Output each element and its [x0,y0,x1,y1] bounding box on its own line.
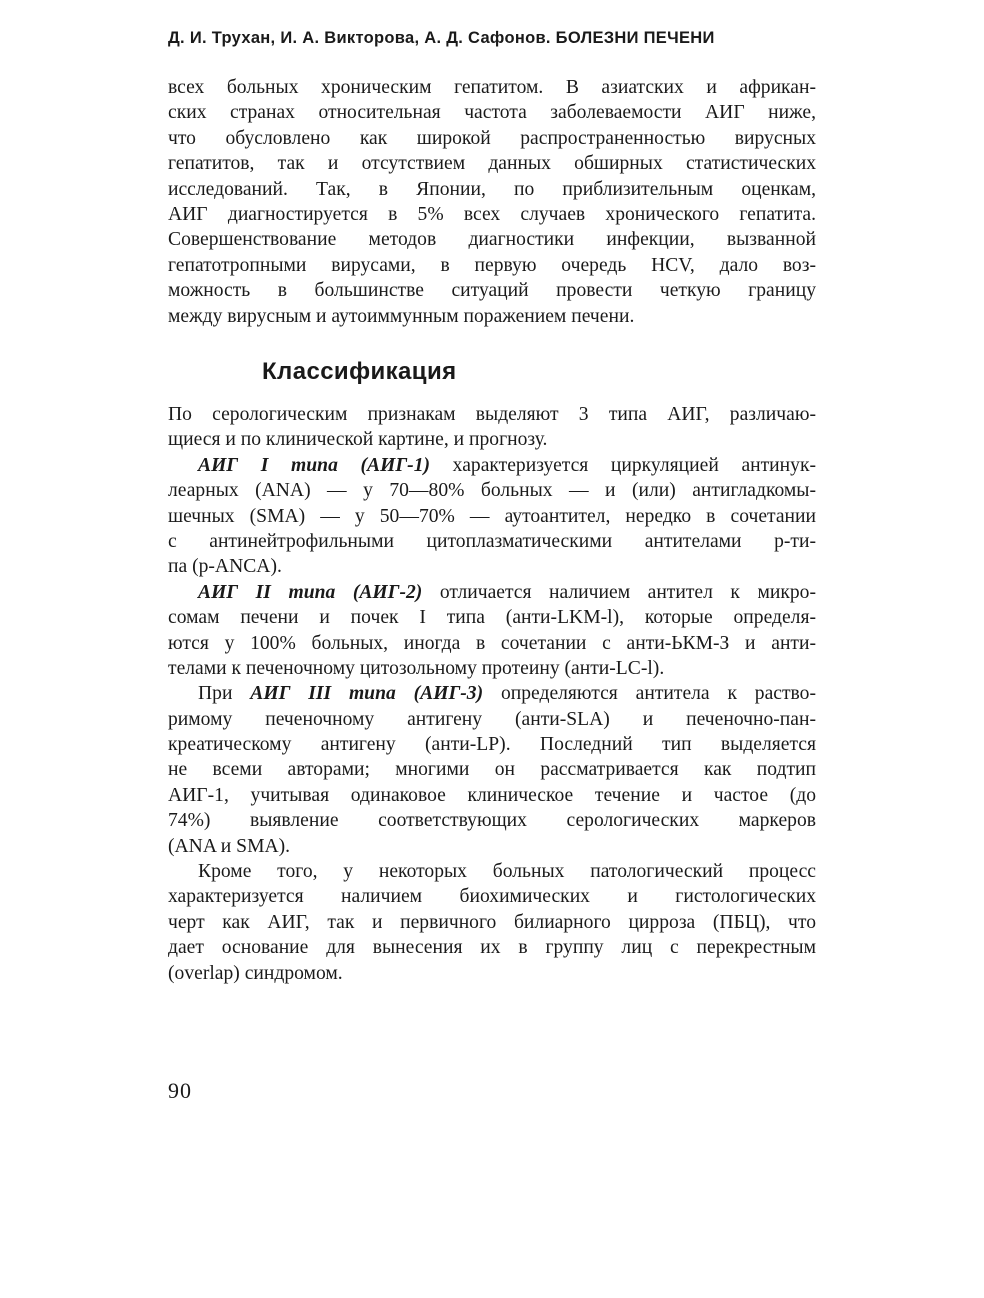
text-line: всех больных хроническим гепатитом. В азиатских и африкан- [168,77,816,98]
term-aig-2: АИГ II типа (АИГ-2) [198,581,423,603]
term-aig-3: АИГ III типа (АИГ-3) [250,683,484,705]
text-line: (ANA и SMA). [168,835,291,857]
text-line: характеризуется наличием биохимических и гистологических [168,886,816,908]
text-line: не всеми авторами; многими он рассматривается как подтип [168,759,816,781]
text-line: гепатитов, так и отсутствием данных обширных статистических [168,153,816,175]
text-line: щиеся и по клинической картине, и прогнозу. [168,429,548,451]
text-line: па (p-ANCA). [168,556,282,578]
text-line: с антинейтрофильными цитоплазматическими антителами р-ти- [168,530,816,552]
text-line: ских странах относительная частота заболеваемости АИГ ниже, [168,102,816,124]
text-line [168,453,816,478]
text-line: Совершенствование методов диагностики инфекции, вызванной [168,229,816,251]
text-fragment: При [198,683,251,705]
text-line: 74%) выявление соответствующих серологических маркеров [168,810,816,832]
text-line: телами к печеночному цитозольному протеину (анти-LC-l). [168,657,665,679]
text-line: можность в большинстве ситуаций провести четкую границу [168,280,816,302]
text-line: гепатотропными вирусами, в первую очередь HCV, дало воз- [168,254,816,276]
section-body [168,402,816,986]
text-line: шечных (SMA) — у 50—70% — аутоантител, нередко в сочетании [168,505,816,527]
text-line: дает основание для вынесения их в группу лиц с перекрестным [168,937,816,959]
text-line: АИГ-1, учитывая одинаковое клиническое течение и частое (до [168,784,816,806]
section-title: Классификация [262,358,457,385]
intro-paragraph [168,75,816,329]
term-aig-1: АИГ I типа (АИГ-1) [198,454,431,476]
text-line: сомам печени и почек I типа (анти-LKM-l), которые определя- [168,607,816,629]
text-fragment: определяются антитела к раство- [483,683,816,705]
text-fragment: характеризуется циркуляцией антинук- [430,454,816,476]
page-number: 90 [168,1078,192,1103]
running-header: Д. И. Трухан, И. А. Викторова, А. Д. Сафонов. БОЛЕЗНИ ПЕЧЕНИ [168,29,715,47]
text-line: леарных (ANA) — у 70—80% больных — и (или) антигладкомы- [168,480,816,502]
text-line: римому печеночному антигену (анти-SLA) и печеночно-пан- [168,708,816,730]
text-line [168,681,816,706]
text-line: между вирусным и аутоиммунным поражением печени. [168,305,635,327]
text-line: черт как АИГ, так и первичного билиарного цирроза (ПБЦ), что [168,911,816,933]
text-line: По серологическим признакам выделяют 3 типа АИГ, различаю- [168,404,816,425]
text-line [168,580,816,605]
text-fragment: отличается наличием антител к микро- [422,581,816,603]
text-line: что обусловлено как широкой распространенностью вирусных [168,127,816,149]
text-line: креатическому антигену (анти-LP). Последний тип выделяется [168,734,816,756]
text-line: Кроме того, у некоторых больных патологический процесс [198,861,816,883]
text-line: исследований. Так, в Японии, по приблизительным оценкам, [168,178,816,200]
text-line: ются у 100% больных, иногда в сочетании с анти-ЬКМ-З и анти- [168,632,816,654]
text-line: АИГ диагностируется в 5% всех случаев хронического гепатита. [168,203,816,225]
text-line: (overlap) синдромом. [168,962,343,984]
